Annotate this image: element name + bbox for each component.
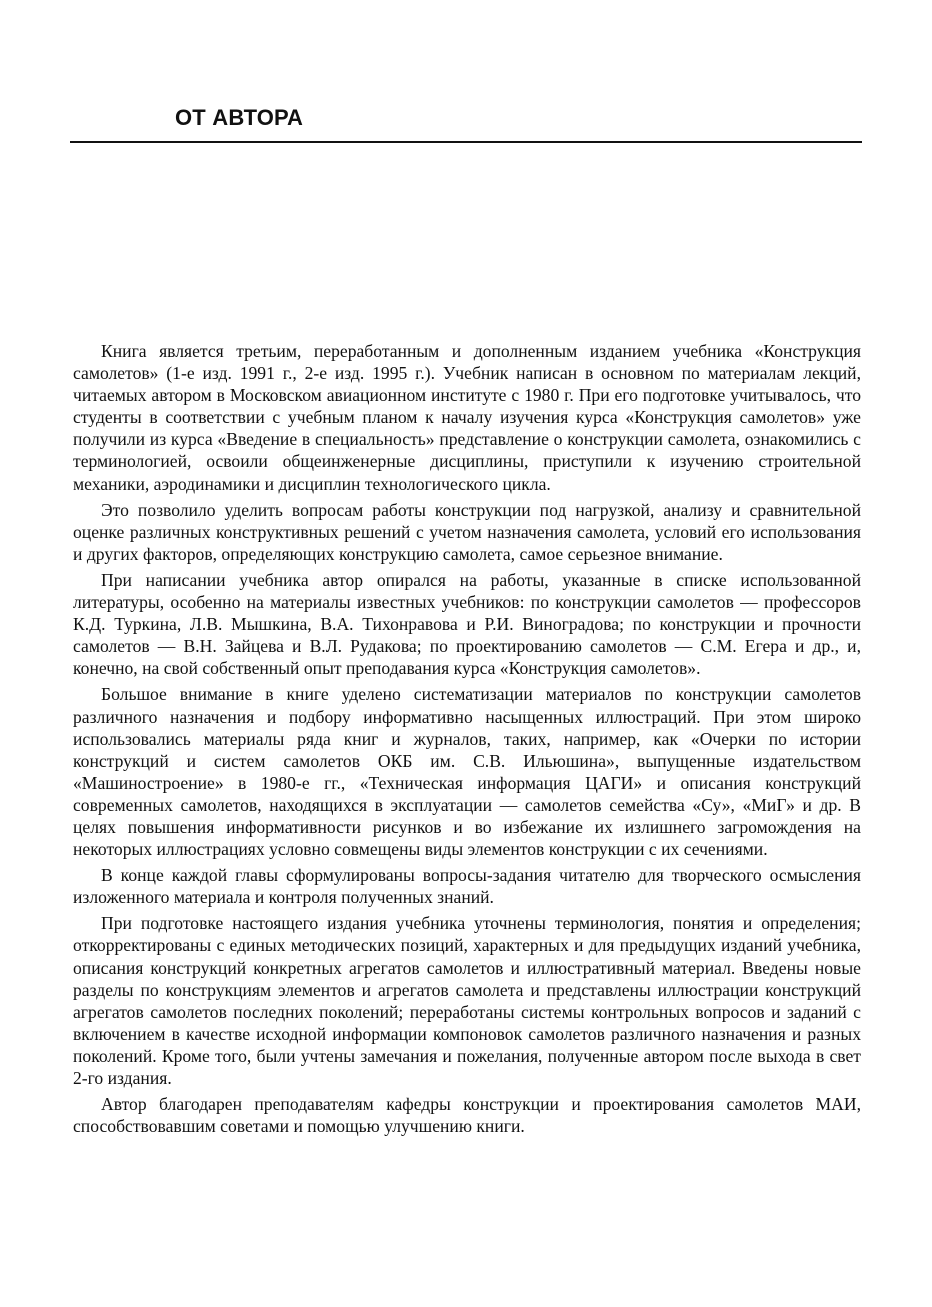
paragraph: В конце каждой главы сформулированы вопросы-задания читателю для творческого осмысления изложенного материала и контроля полученных знаний.: [73, 865, 861, 908]
paragraph: Автор благодарен преподавателям кафедры конструкции и проектирования самолетов МАИ, способствовавшим советами и помощью улучшению книги.: [73, 1094, 861, 1137]
paragraph: При написании учебника автор опирался на работы, указанные в списке использованной литературы, особенно на материалы известных учебников: по конструкции самолетов — профессоров К.Д. Туркина, Л.В. Мышкина, В.А. Тихонравова и Р.И. Виноградова; по конструкции и прочности самолетов — В.Н. Зайцева и В.Л. Рудакова; по проектированию самолетов — С.М. Егера и др., и, конечно, на свой собственный опыт преподавания курса «Конструкция самолетов».: [73, 569, 861, 679]
section-title: ОТ АВТОРА: [175, 105, 304, 130]
paragraph: Книга является третьим, переработанным и дополненным изданием учебника «Конструкция самолетов» (1-е изд. 1991 г., 2-е изд. 1995 г.). Учебник написан в основном по материалам лекций, читаемых автором в Московском авиационном институте с 1980 г. При его подготовке учитывалось, что студенты в соответствии с учебным планом к началу изучения курса «Конструкция самолетов» уже получили из курса «Введение в специальность» представление о конструкции самолета, ознакомились с терминологией, освоили общеинженерные дисциплины, приступили к изучению строительной механики, аэродинамики и дисциплин технологического цикла.: [73, 341, 861, 494]
foreword-text: [73, 340, 861, 1141]
paragraph: При подготовке настоящего издания учебника уточнены терминология, понятия и определения; откорректированы с единых методических позиций, характерных и для предыдущих изданий учебника, описания конструкций конкретных агрегатов самолетов и иллюстративный материал. Введены новые разделы по конструкциям элементов и агрегатов самолета и представлены иллюстрации конструкций агрегатов самолетов последних поколений; переработаны системы контрольных вопросов и заданий с включением в качестве исходной информации компоновок самолетов различного назначения и разных поколений. Кроме того, были учтены замечания и пожелания, полученные автором после выхода в свет 2-го издания.: [73, 913, 861, 1088]
paragraph: Большое внимание в книге уделено систематизации материалов по конструкции самолетов различного назначения и подбору информативно насыщенных иллюстраций. При этом широко использовались материалы ряда книг и журналов, таких, например, как «Очерки по истории конструкций и систем самолетов ОКБ им. С.В. Ильюшина», выпущенные издательством «Машиностроение» в 1980-е гг., «Техническая информация ЦАГИ» и описания конструкций современных самолетов, находящихся в эксплуатации — самолетов семейства «Су», «МиГ» и др. В целях повышения информативности рисунков и во избежание их излишнего загромождения на некоторых иллюстрациях условно совмещены виды элементов конструкции с их сечениями.: [73, 684, 861, 860]
paragraph: Это позволило уделить вопросам работы конструкции под нагрузкой, анализу и сравнительной оценке различных конструктивных решений с учетом назначения самолета, условий его использования и других факторов, определяющих конструкцию самолета, самое серьезное внимание.: [73, 499, 861, 564]
title-rule: [70, 141, 862, 143]
